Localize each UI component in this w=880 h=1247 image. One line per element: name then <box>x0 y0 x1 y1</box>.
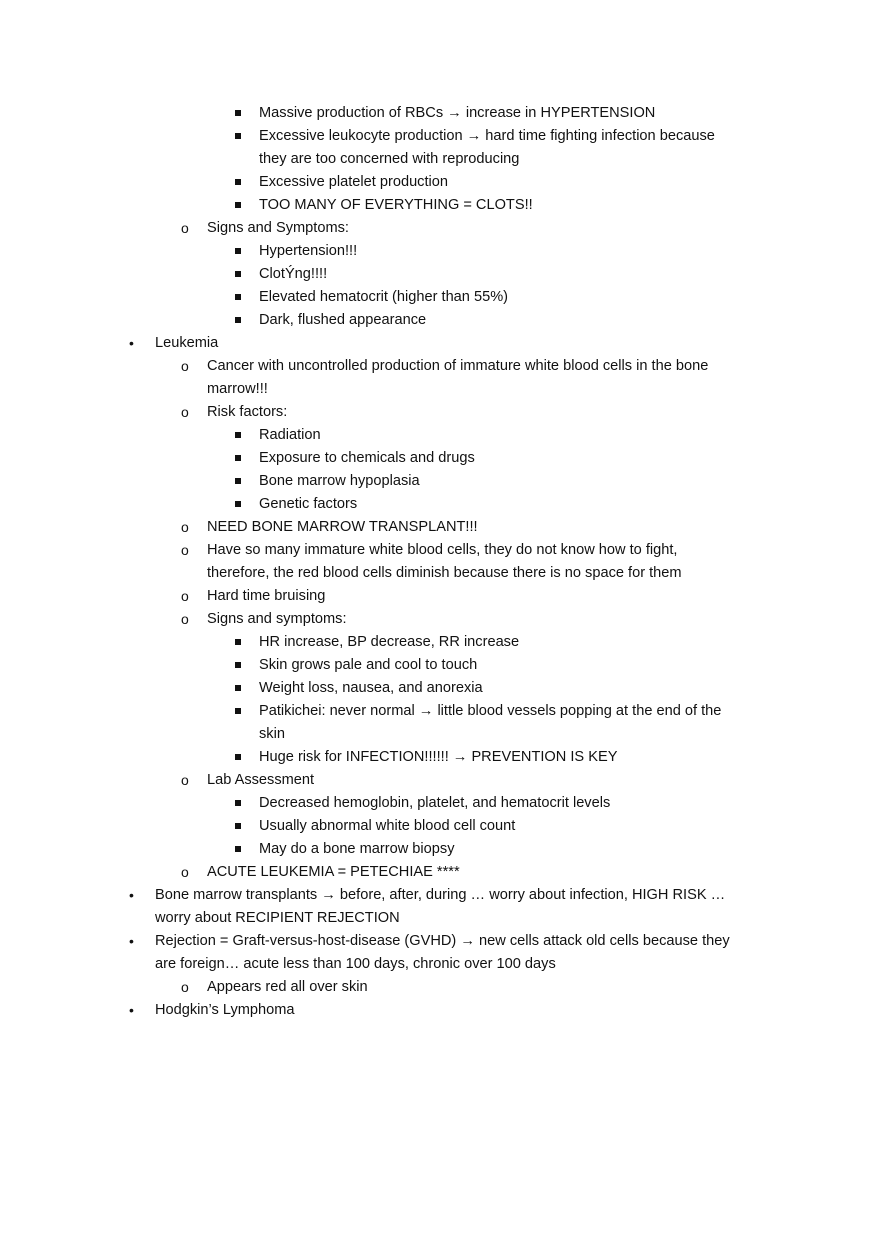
item-text <box>259 792 880 815</box>
item-text <box>259 286 880 309</box>
bullet-circle-icon: o <box>181 611 189 627</box>
text-line: marrow!!! <box>207 381 268 397</box>
sub-bullet-item <box>0 861 880 884</box>
bullet-square-icon <box>235 800 241 806</box>
text-line: skin <box>259 726 285 742</box>
item-text <box>259 746 880 769</box>
bullet-circle-icon: o <box>181 220 189 236</box>
bullet-square-icon <box>235 271 241 277</box>
text-line: NEED BONE MARROW TRANSPLANT!!! <box>207 519 478 535</box>
text-line: Massive production of RBCs → increase in HYPERTENSION <box>259 105 656 121</box>
bullet-square-icon <box>235 708 241 714</box>
sub-sub-bullet-item <box>0 263 880 286</box>
sub-sub-bullet-item <box>0 125 880 171</box>
text-line: Leukemia <box>155 335 219 351</box>
text-line: Signs and symptoms: <box>207 611 347 627</box>
text-line: Elevated hematocrit (higher than 55%) <box>259 289 509 305</box>
text-line: Hypertension!!! <box>259 243 358 259</box>
text-line: May do a bone marrow biopsy <box>259 841 455 857</box>
item-text <box>207 976 880 999</box>
bullet-square-icon <box>235 754 241 760</box>
item-text <box>259 654 880 677</box>
item-text <box>155 884 880 930</box>
text-line: Rejection = Graft-versus-host-disease (GVHD) → new cells attack old cells because they <box>155 933 730 949</box>
text-line: Usually abnormal white blood cell count <box>259 818 516 834</box>
sub-bullet-item <box>0 401 880 424</box>
text-line: Hard time bruising <box>207 588 326 604</box>
bullet-circle-icon: o <box>181 404 189 420</box>
sub-sub-bullet-item <box>0 493 880 516</box>
item-text <box>259 263 880 286</box>
text-line: Huge risk for INFECTION!!!!!! → PREVENTION IS KEY <box>259 749 618 765</box>
text-line: Bone marrow hypoplasia <box>259 473 420 489</box>
bullet-square-icon <box>235 846 241 852</box>
item-text <box>207 585 880 608</box>
sub-sub-bullet-item <box>0 424 880 447</box>
item-text <box>155 332 880 355</box>
item-text <box>259 493 880 516</box>
text-line: Lab Assessment <box>207 772 315 788</box>
sub-sub-bullet-item <box>0 792 880 815</box>
item-text <box>259 194 880 217</box>
bullet-circle-icon: o <box>181 519 189 535</box>
bullet-square-icon <box>235 455 241 461</box>
text-line: TOO MANY OF EVERYTHING = CLOTS!! <box>259 197 533 213</box>
bullet-square-icon <box>235 823 241 829</box>
bullet-dot-icon: • <box>129 933 134 949</box>
document-page <box>0 102 880 1022</box>
text-line: HR increase, BP decrease, RR increase <box>259 634 520 650</box>
bullet-square-icon <box>235 294 241 300</box>
text-line: they are too concerned with reproducing <box>259 151 520 167</box>
item-text <box>207 861 880 884</box>
bullet-square-icon <box>235 133 241 139</box>
item-text <box>259 447 880 470</box>
text-line: Risk factors: <box>207 404 288 420</box>
bullet-item <box>0 884 880 930</box>
item-text <box>207 217 880 240</box>
text-line: therefore, the red blood cells diminish because there is no space for them <box>207 565 682 581</box>
bullet-square-icon <box>235 478 241 484</box>
sub-sub-bullet-item <box>0 631 880 654</box>
item-text <box>259 125 880 171</box>
item-text <box>207 539 880 585</box>
sub-bullet-item <box>0 769 880 792</box>
text-line: Decreased hemoglobin, platelet, and hematocrit levels <box>259 795 611 811</box>
text-line: Skin grows pale and cool to touch <box>259 657 478 673</box>
item-text <box>259 171 880 194</box>
sub-sub-bullet-item <box>0 240 880 263</box>
text-line: Exposure to chemicals and drugs <box>259 450 475 466</box>
sub-sub-bullet-item <box>0 815 880 838</box>
item-text <box>207 401 880 424</box>
text-line: Dark, flushed appearance <box>259 312 427 328</box>
item-text <box>259 309 880 332</box>
text-line: ClotÝng!!!! <box>259 266 328 282</box>
bullet-dot-icon: • <box>129 335 134 351</box>
bullet-square-icon <box>235 317 241 323</box>
text-line: Bone marrow transplants → before, after, during … worry about infection, HIGH RISK … <box>155 887 726 903</box>
sub-bullet-item <box>0 217 880 240</box>
bullet-square-icon <box>235 501 241 507</box>
bullet-circle-icon: o <box>181 542 189 558</box>
sub-sub-bullet-item <box>0 700 880 746</box>
item-text <box>259 470 880 493</box>
sub-sub-bullet-item <box>0 309 880 332</box>
item-text <box>259 838 880 861</box>
item-text <box>259 700 880 746</box>
sub-bullet-item <box>0 585 880 608</box>
text-line: Excessive platelet production <box>259 174 449 190</box>
bullet-circle-icon: o <box>181 588 189 604</box>
sub-bullet-item <box>0 516 880 539</box>
bullet-item <box>0 930 880 976</box>
bullet-square-icon <box>235 110 241 116</box>
bullet-dot-icon: • <box>129 1002 134 1018</box>
item-text <box>259 631 880 654</box>
item-text <box>259 677 880 700</box>
bullet-square-icon <box>235 248 241 254</box>
item-text <box>207 516 880 539</box>
sub-sub-bullet-item <box>0 677 880 700</box>
bullet-square-icon <box>235 202 241 208</box>
sub-sub-bullet-item <box>0 746 880 769</box>
bullet-circle-icon: o <box>181 979 189 995</box>
text-line: Patikichei: never normal → little blood vessels popping at the end of the <box>259 703 722 719</box>
sub-sub-bullet-item <box>0 470 880 493</box>
item-text <box>259 424 880 447</box>
text-line: Genetic factors <box>259 496 358 512</box>
text-line: worry about RECIPIENT REJECTION <box>155 910 400 926</box>
text-line: Radiation <box>259 427 321 443</box>
text-line: Hodgkin’s Lymphoma <box>155 1002 295 1018</box>
text-line: Have so many immature white blood cells, they do not know how to fight, <box>207 542 678 558</box>
sub-bullet-item <box>0 976 880 999</box>
bullet-circle-icon: o <box>181 772 189 788</box>
bullet-square-icon <box>235 432 241 438</box>
item-text <box>259 815 880 838</box>
text-line: Cancer with uncontrolled production of immature white blood cells in the bone <box>207 358 709 374</box>
item-text <box>155 999 880 1022</box>
sub-sub-bullet-item <box>0 838 880 861</box>
bullet-circle-icon: o <box>181 358 189 374</box>
item-text <box>207 355 880 401</box>
sub-sub-bullet-item <box>0 171 880 194</box>
sub-bullet-item <box>0 539 880 585</box>
sub-sub-bullet-item <box>0 447 880 470</box>
bullet-square-icon <box>235 639 241 645</box>
bullet-circle-icon: o <box>181 864 189 880</box>
text-line: are foreign… acute less than 100 days, chronic over 100 days <box>155 956 556 972</box>
text-line: Signs and Symptoms: <box>207 220 349 236</box>
text-line: ACUTE LEUKEMIA = PETECHIAE **** <box>207 864 460 880</box>
bullet-dot-icon: • <box>129 887 134 903</box>
item-text <box>207 769 880 792</box>
item-text <box>259 102 880 125</box>
text-line: Appears red all over skin <box>207 979 368 995</box>
bullet-square-icon <box>235 179 241 185</box>
bullet-item <box>0 999 880 1022</box>
bullet-square-icon <box>235 662 241 668</box>
text-line: Weight loss, nausea, and anorexia <box>259 680 483 696</box>
bullet-item <box>0 332 880 355</box>
item-text <box>259 240 880 263</box>
item-text <box>155 930 880 976</box>
text-line: Excessive leukocyte production → hard time fighting infection because <box>259 128 715 144</box>
sub-bullet-item <box>0 608 880 631</box>
bullet-square-icon <box>235 685 241 691</box>
sub-sub-bullet-item <box>0 654 880 677</box>
item-text <box>207 608 880 631</box>
sub-sub-bullet-item <box>0 194 880 217</box>
sub-sub-bullet-item <box>0 102 880 125</box>
sub-sub-bullet-item <box>0 286 880 309</box>
sub-bullet-item <box>0 355 880 401</box>
